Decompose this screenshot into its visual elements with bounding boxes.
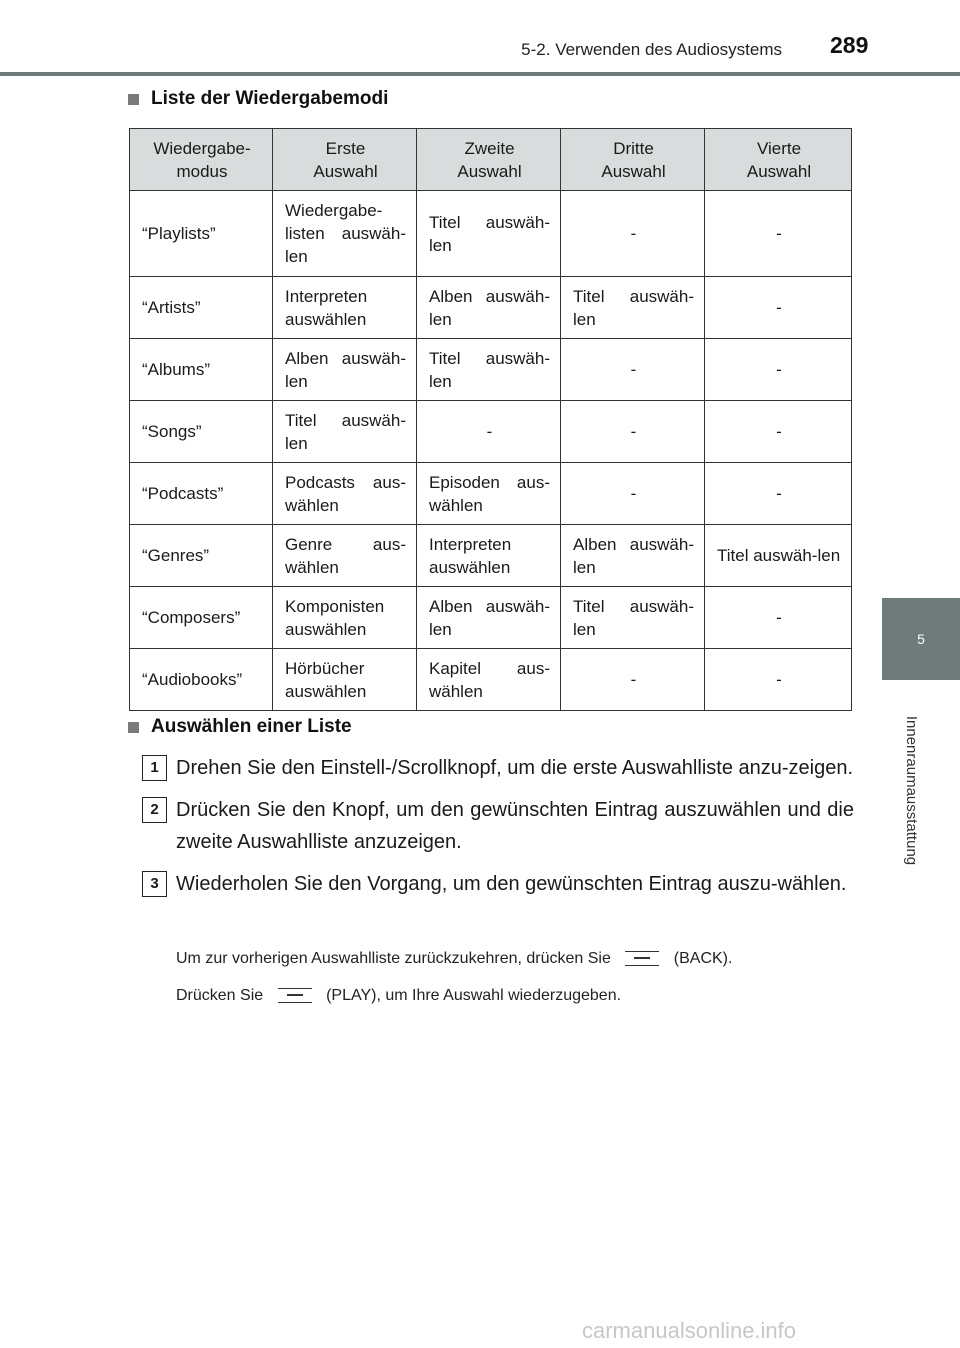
table-cell: Titel auswäh-len — [705, 525, 852, 587]
table-cell: Interpreten auswählen — [273, 277, 417, 339]
table-header-cell: Vierte Auswahl — [705, 129, 852, 191]
table-cell: Alben auswäh-len — [417, 587, 561, 649]
playback-modes-table — [129, 128, 852, 711]
header-rule — [0, 72, 960, 76]
table-cell: Interpreten auswählen — [417, 525, 561, 587]
step-text: Drücken Sie den Knopf, um den gewünschten Eintrag auszuwählen und die zweite Auswahlliste anzuzeigen. — [176, 799, 854, 853]
table-row — [130, 191, 852, 277]
chapter-label-text: Innenraumausstattung — [903, 715, 921, 865]
table-cell: Alben auswäh-len — [561, 525, 705, 587]
table-cell: Titel auswäh-len — [417, 339, 561, 401]
chapter-label — [875, 690, 949, 890]
table-cell: - — [705, 587, 852, 649]
table-cell: Wiedergabe-listen auswäh-len — [273, 191, 417, 277]
table-cell: - — [561, 191, 705, 277]
steps-list — [142, 752, 854, 910]
table-cell: Titel auswäh-len — [273, 401, 417, 463]
table-row — [130, 401, 852, 463]
table-header-cell: Dritte Auswahl — [561, 129, 705, 191]
step-number: 2 — [142, 797, 167, 823]
table-row — [130, 525, 852, 587]
table-cell: - — [561, 463, 705, 525]
note-text: (PLAY), um Ihre Auswahl wiederzugeben. — [326, 987, 622, 1004]
table-cell-mode: “Podcasts” — [130, 463, 273, 525]
step-item — [142, 868, 854, 900]
square-bullet-icon — [128, 722, 139, 733]
table-cell: - — [705, 401, 852, 463]
table-cell-mode: “Audiobooks” — [130, 649, 273, 711]
section-heading-select-list — [128, 716, 352, 738]
table-cell-mode: “Albums” — [130, 339, 273, 401]
table-cell: - — [705, 649, 852, 711]
table-cell: Titel auswäh-len — [417, 191, 561, 277]
table-cell: - — [705, 277, 852, 339]
table-cell: - — [561, 649, 705, 711]
table-cell: Alben auswäh-len — [417, 277, 561, 339]
table-cell-mode: “Genres” — [130, 525, 273, 587]
table-cell: Komponisten auswählen — [273, 587, 417, 649]
step-text: Wiederholen Sie den Vorgang, um den gewünschten Eintrag auszu-wählen. — [176, 873, 847, 895]
square-bullet-icon — [128, 94, 139, 105]
note-text: Um zur vorherigen Auswahlliste zurückzukehren, drücken Sie — [176, 950, 611, 967]
table-cell: Titel auswäh-len — [561, 587, 705, 649]
table-cell: - — [705, 191, 852, 277]
table-row — [130, 463, 852, 525]
header-section-title: 5-2. Verwenden des Audiosystems — [521, 40, 782, 59]
table-cell: Titel auswäh-len — [561, 277, 705, 339]
note-text: Drücken Sie — [176, 987, 264, 1004]
table-cell: - — [561, 401, 705, 463]
back-button-icon — [625, 951, 659, 966]
section-heading-text: Liste der Wiedergabemodi — [151, 88, 389, 109]
table-cell: - — [705, 339, 852, 401]
chapter-number: 5 — [917, 631, 925, 647]
table-cell: Podcasts aus-wählen — [273, 463, 417, 525]
step-item — [142, 752, 854, 784]
play-button-icon — [278, 988, 312, 1003]
table-cell-mode: “Composers” — [130, 587, 273, 649]
table-cell: Hörbücher auswählen — [273, 649, 417, 711]
table-cell-mode: “Playlists” — [130, 191, 273, 277]
table-cell-mode: “Songs” — [130, 401, 273, 463]
section-heading-text: Auswählen einer Liste — [151, 716, 352, 737]
step-number: 1 — [142, 755, 167, 781]
note-play — [176, 987, 621, 1005]
step-number: 3 — [142, 871, 167, 897]
table-header-cell: Erste Auswahl — [273, 129, 417, 191]
table-row — [130, 587, 852, 649]
step-item — [142, 794, 854, 858]
table-cell: - — [561, 339, 705, 401]
page-number: 289 — [830, 32, 869, 58]
chapter-tab — [882, 598, 960, 680]
table-row — [130, 339, 852, 401]
table-row — [130, 649, 852, 711]
table-cell: Episoden aus-wählen — [417, 463, 561, 525]
note-text: (BACK). — [673, 950, 733, 967]
table-cell: Alben auswäh-len — [273, 339, 417, 401]
step-text: Drehen Sie den Einstell-/Scrollknopf, um die erste Auswahlliste anzu-zeigen. — [176, 757, 854, 779]
table-row — [130, 277, 852, 339]
section-heading-modes — [128, 88, 388, 110]
table-cell: Kapitel aus-wählen — [417, 649, 561, 711]
table-header-cell: Zweite Auswahl — [417, 129, 561, 191]
table-header-cell: Wiedergabe- modus — [130, 129, 273, 191]
table-cell: - — [705, 463, 852, 525]
table-cell: - — [417, 401, 561, 463]
watermark: carmanualsonline.info — [582, 1318, 797, 1343]
note-back — [176, 950, 732, 968]
table-cell-mode: “Artists” — [130, 277, 273, 339]
table-header-row — [130, 129, 852, 191]
table-cell: Genre aus-wählen — [273, 525, 417, 587]
